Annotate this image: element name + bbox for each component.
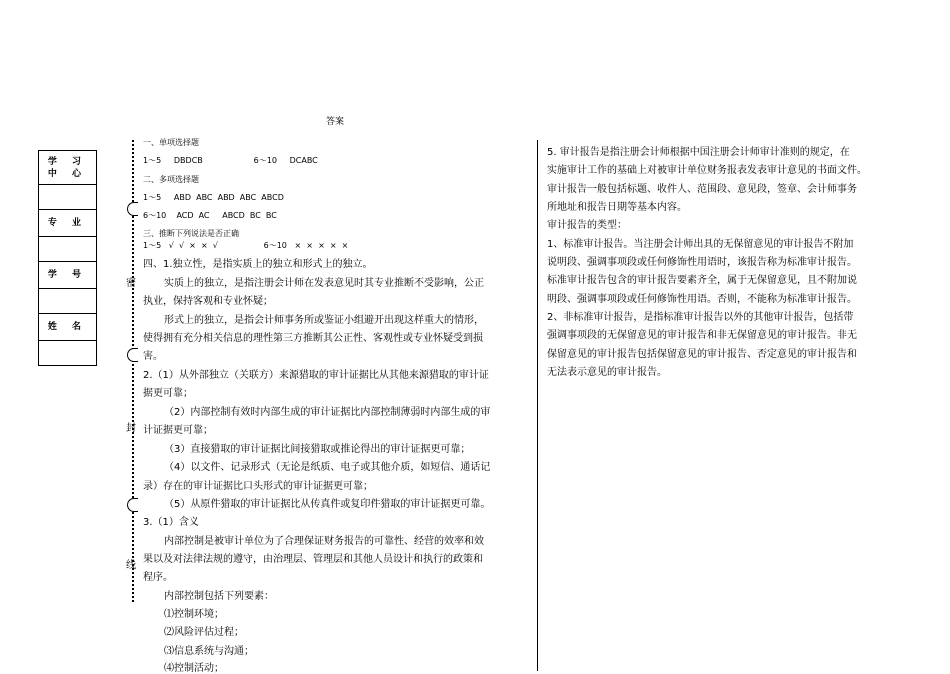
section2-title: 二、多项选择题 bbox=[143, 175, 199, 184]
paragraph-text: 审计报告一般包括标题、收件人、范围段、意见段，签章、会计师事务 bbox=[547, 184, 857, 195]
paragraph-text: 无法表示意见的审计报告。 bbox=[547, 367, 667, 378]
paragraph-text: 保留意见的审计报告包括保留意见的审计报告、否定意见的审计报告和 bbox=[547, 349, 857, 360]
student-number-field[interactable] bbox=[39, 289, 97, 314]
paragraph-text: （3）直接猎取的审计证据比间接猎取或推论得出的审计证据更可靠； bbox=[164, 444, 471, 455]
paragraph-text: 标准审计报告包含的审计报告要素齐全，属于无保留意见，且不附加说 bbox=[547, 275, 857, 286]
list-item: ⑵风险评估过程； bbox=[164, 627, 244, 638]
binding-hole bbox=[127, 498, 138, 512]
binding-mark-line: 线 bbox=[126, 560, 136, 571]
major-label: 专 业 bbox=[39, 210, 97, 237]
paragraph-text: 计证据更可靠； bbox=[143, 425, 213, 436]
list-item: ⑴控制环境； bbox=[164, 609, 224, 620]
paragraph-text: 害。 bbox=[143, 351, 163, 362]
paragraph-text: （5）从原件猎取的审计证据比从传真件或复印件猎取的审计证据更可靠。 bbox=[164, 499, 491, 510]
paragraph-text: 果以及对法律法规的遵守，由治理层、管理层和其他人员设计和执行的政策和 bbox=[143, 554, 483, 565]
study-center-label-line1: 学 习 bbox=[47, 156, 88, 167]
name-label: 姓 名 bbox=[39, 314, 97, 341]
binding-mark-seal: 密 bbox=[126, 278, 136, 289]
list-item: ⑷控制活动； bbox=[164, 663, 224, 674]
study-center-label-line2: 中 心 bbox=[47, 168, 88, 179]
paragraph-text: 所地址和报告日期等基本内容。 bbox=[547, 202, 687, 213]
study-center-label bbox=[39, 151, 97, 185]
document-title: 答案 bbox=[326, 117, 345, 127]
paragraph-text: （2）内部控制有效时内部生成的审计证据比内部控制薄弱时内部生成的审 bbox=[164, 407, 491, 418]
paragraph-text: 审计报告的类型： bbox=[547, 220, 627, 231]
column-divider bbox=[537, 140, 538, 671]
section1-answers: 1～5 DBDCB 6～10 DCABC bbox=[143, 156, 318, 165]
paragraph-text: 3.（1）含义 bbox=[143, 517, 199, 528]
section4-title: 四、1.独立性，是指实质上的独立和形式上的独立。 bbox=[143, 259, 373, 270]
binding-hole bbox=[127, 348, 138, 362]
paragraph-text: 使得拥有充分相关信息的理性第三方推断其公正性、客观性或专业怀疑受到损 bbox=[143, 333, 483, 344]
paragraph-text: 内部控制包括下列要素： bbox=[164, 591, 274, 602]
paragraph-text: 2.（1）从外部独立（关联方）来源猎取的审计证据比从其他来源猎取的审计证 bbox=[143, 370, 489, 381]
paragraph-text: 形式上的独立，是指会计师事务所或鉴证小组避开出现这样重大的情形， bbox=[164, 315, 484, 326]
binding-hole bbox=[127, 202, 138, 216]
major-field[interactable] bbox=[39, 237, 97, 262]
name-field[interactable] bbox=[39, 341, 97, 366]
paragraph-text: 实施审计工作的基础上对被审计单位财务报表发表审计意见的书面文件。 bbox=[547, 165, 867, 176]
section3-answers: 1～5 √ √ × × √ 6～10 × × × × × bbox=[143, 241, 349, 250]
section1-title: 一、单项选择题 bbox=[143, 138, 199, 147]
paragraph-text: 强调事项段的无保留意见的审计报告和非无保留意见的审计报告。非无 bbox=[547, 330, 857, 341]
section2-answers-1: 1～5 ABD ABC ABD ABC ABCD bbox=[143, 193, 284, 202]
paragraph-text: 5. 审计报告是指注册会计师根据中国注册会计师审计准则的规定，在 bbox=[547, 147, 850, 158]
paragraph-text: 2、非标准审计报告，是指标准审计报告以外的其他审计报告，包括带 bbox=[547, 312, 854, 323]
paragraph-text: 执业，保持客观和专业怀疑； bbox=[143, 296, 273, 307]
section3-title: 三、推断下列说法是否正确 bbox=[143, 229, 239, 238]
paragraph-text: （4）以文件、记录形式（无论是纸质、电子或其他介质，如短信、通话记 bbox=[164, 462, 491, 473]
student-info-table bbox=[38, 150, 97, 366]
section2-answers-2: 6～10 ACD AC ABCD BC BC bbox=[143, 211, 277, 220]
paragraph-text: 明段、强调事项段或任何修饰性用语。否则，不能称为标准审计报告。 bbox=[547, 294, 857, 305]
paragraph-text: 程序。 bbox=[143, 572, 173, 583]
paragraph-text: 实质上的独立，是指注册会计师在发表意见时其专业推断不受影响，公正 bbox=[164, 278, 484, 289]
binding-mark-envelope: 封 bbox=[126, 423, 136, 434]
paragraph-text: 说明段、强调事项段或任何修饰性用语时，该报告称为标准审计报告。 bbox=[547, 257, 857, 268]
paragraph-text: 据更可靠； bbox=[143, 388, 193, 399]
paragraph-text: 录）存在的审计证据比口头形式的审计证据更可靠； bbox=[143, 481, 373, 492]
paragraph-text: 1、标准审计报告。当注册会计师出具的无保留意见的审计报告不附加 bbox=[547, 239, 854, 250]
paragraph-text: 内部控制是被审计单位为了合理保证财务报告的可靠性、经营的效率和效 bbox=[164, 536, 484, 547]
list-item: ⑶信息系统与沟通； bbox=[164, 646, 254, 657]
study-center-field[interactable] bbox=[39, 185, 97, 210]
student-number-label: 学 号 bbox=[39, 262, 97, 289]
